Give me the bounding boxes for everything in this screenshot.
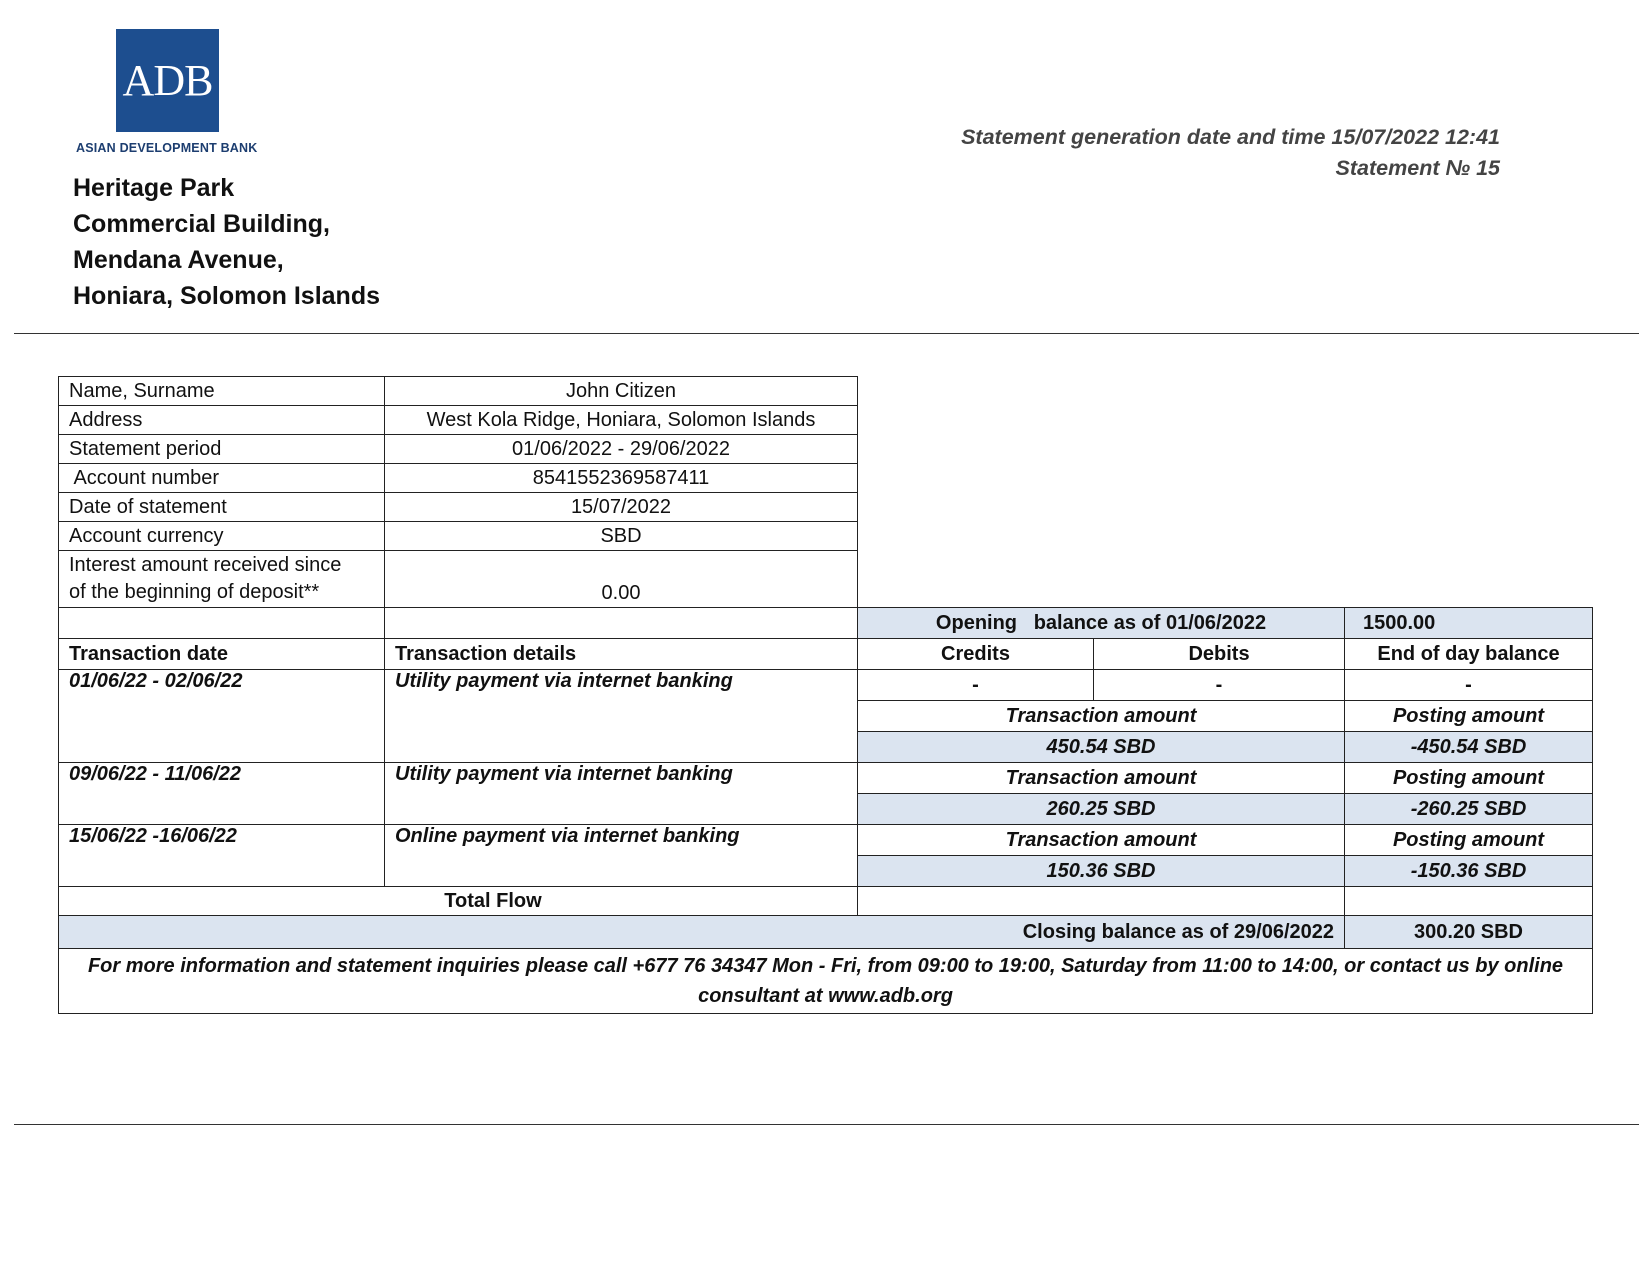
info-value: West Kola Ridge, Honiara, Solomon Islands xyxy=(385,406,858,435)
column-header-debits: Debits xyxy=(1094,639,1345,670)
transaction-date: 15/06/22 -16/06/22 xyxy=(59,825,385,887)
info-value: John Citizen xyxy=(385,377,858,406)
footer-row xyxy=(59,949,1593,1014)
transaction-amount-label: Transaction amount xyxy=(858,825,1345,856)
total-flow-row xyxy=(59,887,1593,916)
info-row xyxy=(59,435,1593,464)
address-line: Commercial Building, xyxy=(73,210,330,238)
transaction-amount-label: Transaction amount xyxy=(858,701,1345,732)
info-value: SBD xyxy=(385,522,858,551)
transaction-date: 01/06/22 - 02/06/22 xyxy=(59,670,385,763)
interest-row xyxy=(59,551,1593,608)
transaction-amount-label: Transaction amount xyxy=(858,763,1345,794)
info-label: Statement period xyxy=(59,435,385,464)
info-row xyxy=(59,406,1593,435)
top-divider xyxy=(14,333,1639,334)
closing-balance-row xyxy=(59,916,1593,949)
interest-value: 0.00 xyxy=(385,551,858,608)
opening-balance-label: Opening balance as of 01/06/2022 xyxy=(858,608,1345,639)
opening-balance-row xyxy=(59,608,1593,639)
transaction-details: Utility payment via internet banking xyxy=(385,670,858,763)
eod-cell: - xyxy=(1345,670,1593,701)
interest-label xyxy=(59,551,385,608)
posting-amount-value: -150.36 SBD xyxy=(1345,856,1593,887)
column-header-date: Transaction date xyxy=(59,639,385,670)
interest-label-line: of the beginning of deposit** xyxy=(69,581,320,603)
statement-table xyxy=(58,376,1593,1014)
info-value: 8541552369587411 xyxy=(385,464,858,493)
transaction-amount-value: 150.36 SBD xyxy=(858,856,1345,887)
bottom-divider xyxy=(14,1124,1639,1125)
statement-meta xyxy=(961,122,1500,184)
bank-name: ASIAN DEVELOPMENT BANK xyxy=(76,141,258,155)
info-label: Date of statement xyxy=(59,493,385,522)
info-value: 01/06/2022 - 29/06/2022 xyxy=(385,435,858,464)
closing-balance-value: 300.20 SBD xyxy=(1345,916,1593,949)
posting-amount-value: -450.54 SBD xyxy=(1345,732,1593,763)
interest-label-line: Interest amount received since xyxy=(69,554,342,576)
transaction-date: 09/06/22 - 11/06/22 xyxy=(59,763,385,825)
footer-note: For more information and statement inquiries please call +677 76 34347 Mon - Fri, from 09:00 to 19:00, Saturday from 11:00 to 14:00, or contact us by online consultant at www.adb.org xyxy=(59,949,1593,1014)
posting-amount-label: Posting amount xyxy=(1345,825,1593,856)
column-header-row xyxy=(59,639,1593,670)
column-header-credits: Credits xyxy=(858,639,1094,670)
info-label: Account currency xyxy=(59,522,385,551)
statement-number: Statement № 15 xyxy=(1335,156,1500,180)
opening-balance-value: 1500.00 xyxy=(1345,608,1593,639)
transaction-amount-value: 260.25 SBD xyxy=(858,794,1345,825)
closing-balance-label: Closing balance as of 29/06/2022 xyxy=(59,916,1345,949)
info-row xyxy=(59,493,1593,522)
table-row xyxy=(59,670,1593,701)
transaction-amount-value: 450.54 SBD xyxy=(858,732,1345,763)
address-line: Heritage Park xyxy=(73,174,235,202)
info-row xyxy=(59,464,1593,493)
column-header-details: Transaction details xyxy=(385,639,858,670)
posting-amount-label: Posting amount xyxy=(1345,763,1593,794)
transaction-details: Utility payment via internet banking xyxy=(385,763,858,825)
column-header-eod: End of day balance xyxy=(1345,639,1593,670)
info-row xyxy=(59,377,1593,406)
transaction-details: Online payment via internet banking xyxy=(385,825,858,887)
table-row xyxy=(59,825,1593,856)
address-line: Mendana Avenue, xyxy=(73,246,284,274)
posting-amount-label: Posting amount xyxy=(1345,701,1593,732)
generation-datetime: Statement generation date and time 15/07/2022 12:41 xyxy=(961,125,1500,149)
info-label: Name, Surname xyxy=(59,377,385,406)
credits-cell: - xyxy=(858,670,1094,701)
debits-cell: - xyxy=(1094,670,1345,701)
total-flow-label: Total Flow xyxy=(59,887,858,916)
adb-logo xyxy=(116,29,219,132)
info-label: Account number xyxy=(59,464,385,493)
logo-text: ADB xyxy=(122,56,213,105)
info-value: 15/07/2022 xyxy=(385,493,858,522)
posting-amount-value: -260.25 SBD xyxy=(1345,794,1593,825)
bank-address xyxy=(73,170,380,314)
info-row xyxy=(59,522,1593,551)
table-row xyxy=(59,763,1593,794)
address-line: Honiara, Solomon Islands xyxy=(73,282,380,310)
info-label: Address xyxy=(59,406,385,435)
